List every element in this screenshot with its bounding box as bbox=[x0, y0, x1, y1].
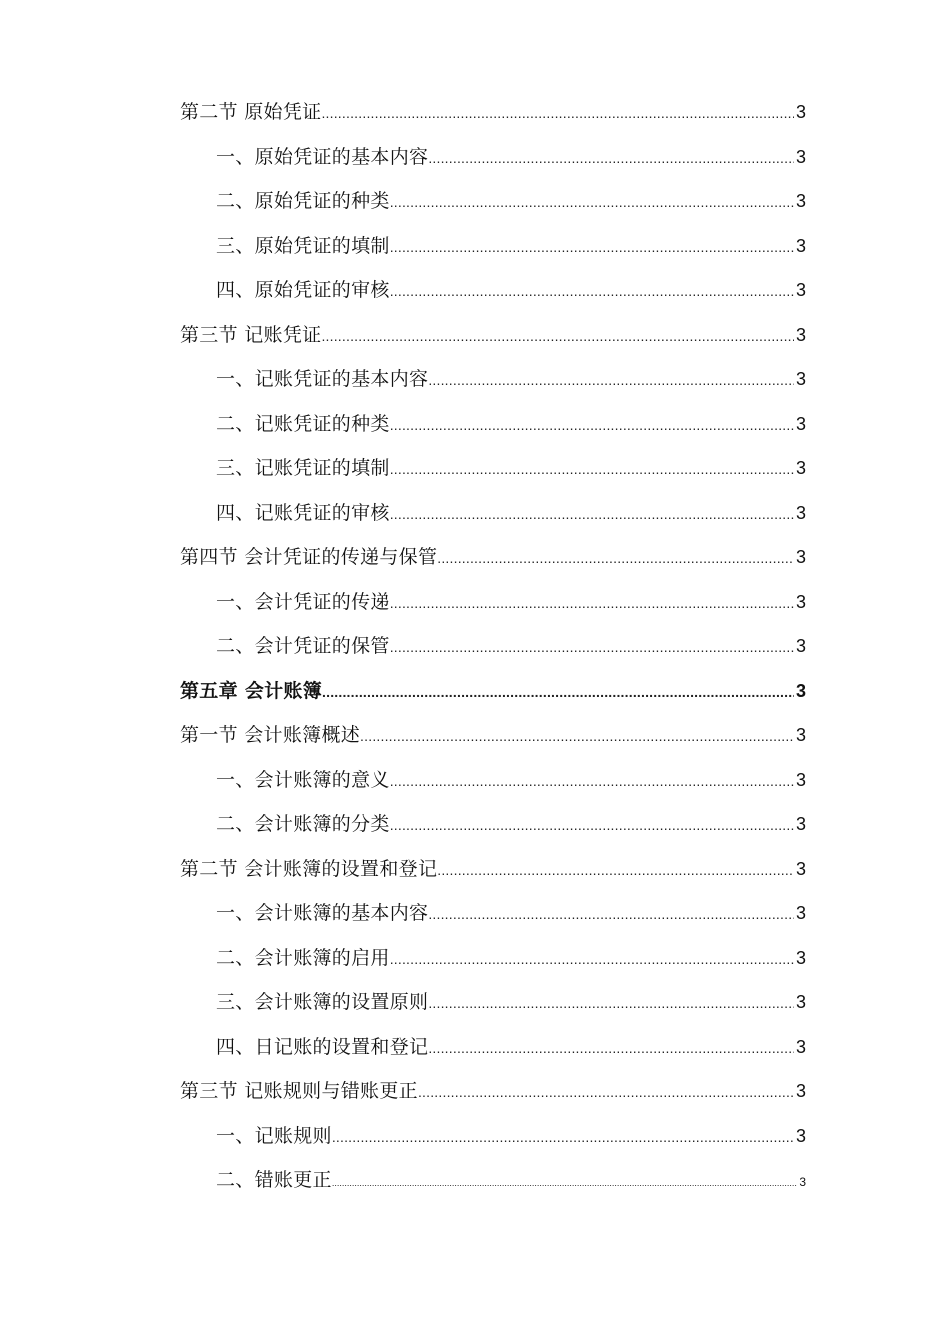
toc-subsection-entry[interactable] bbox=[180, 891, 806, 936]
toc-dot-leader bbox=[390, 269, 794, 314]
toc-dot-leader bbox=[390, 180, 794, 225]
toc-dot-leader bbox=[437, 848, 794, 893]
toc-page-number: 3 bbox=[795, 903, 806, 923]
toc-entry-label: 三、记账凭证的填制 bbox=[216, 457, 390, 479]
toc-page-number: 3 bbox=[795, 502, 806, 523]
toc-entry-label: 二、会计账簿的分类 bbox=[216, 813, 390, 835]
toc-entry-label: 第一节 会计账簿概述 bbox=[180, 724, 361, 746]
toc-dot-leader bbox=[428, 358, 794, 403]
toc-entry-label: 二、错账更正 bbox=[216, 1169, 332, 1191]
toc-subsection-entry[interactable] bbox=[180, 802, 806, 847]
toc-subsection-entry[interactable] bbox=[180, 268, 806, 313]
toc-chapter-entry[interactable] bbox=[180, 669, 806, 714]
toc-page-number: 3 bbox=[795, 1081, 806, 1101]
toc-dot-leader bbox=[428, 981, 794, 1026]
toc-subsection-entry[interactable] bbox=[180, 1114, 806, 1159]
toc-entry-label: 四、记账凭证的审核 bbox=[216, 501, 390, 524]
toc-page-number: 3 bbox=[795, 280, 806, 300]
table-of-contents bbox=[180, 90, 806, 1203]
toc-dot-leader bbox=[428, 892, 794, 937]
toc-section-entry[interactable] bbox=[180, 847, 806, 892]
toc-entry-label: 一、会计账簿的意义 bbox=[216, 768, 390, 791]
toc-page-number: 3 bbox=[795, 547, 806, 567]
toc-entry-label: 二、原始凭证的种类 bbox=[216, 190, 390, 212]
toc-dot-leader bbox=[390, 803, 794, 848]
toc-dot-leader bbox=[390, 581, 794, 626]
toc-dot-leader bbox=[418, 1070, 794, 1115]
toc-entry-label: 第四节 会计凭证的传递与保管 bbox=[180, 546, 438, 568]
toc-page-number: 3 bbox=[795, 324, 806, 345]
toc-entry-label: 第三节 记账凭证 bbox=[180, 323, 322, 346]
toc-entry-label: 一、会计账簿的基本内容 bbox=[216, 902, 429, 924]
toc-page-number: 3 bbox=[795, 591, 806, 612]
toc-section-entry[interactable] bbox=[180, 313, 806, 358]
toc-subsection-entry[interactable] bbox=[180, 758, 806, 803]
toc-dot-leader bbox=[390, 492, 794, 537]
toc-subsection-entry[interactable] bbox=[180, 135, 806, 180]
toc-dot-leader bbox=[428, 136, 794, 181]
toc-page-number: 3 bbox=[795, 458, 806, 478]
toc-section-entry[interactable] bbox=[180, 535, 806, 580]
toc-subsection-entry[interactable] bbox=[180, 224, 806, 269]
toc-page-number: 3 bbox=[795, 725, 806, 745]
toc-entry-label: 一、会计凭证的传递 bbox=[216, 590, 390, 613]
toc-subsection-entry[interactable] bbox=[180, 357, 806, 402]
toc-page-number: 3 bbox=[795, 680, 806, 701]
toc-entry-label: 三、原始凭证的填制 bbox=[216, 234, 390, 257]
toc-dot-leader bbox=[390, 937, 794, 982]
toc-entry-label: 一、记账凭证的基本内容 bbox=[216, 368, 429, 390]
toc-page-number: 3 bbox=[795, 992, 806, 1012]
toc-entry-label: 第二节 原始凭证 bbox=[180, 101, 322, 123]
toc-entry-label: 二、会计账簿的启用 bbox=[216, 946, 390, 969]
toc-entry-label: 一、原始凭证的基本内容 bbox=[216, 145, 429, 168]
toc-page-number: 3 bbox=[795, 191, 806, 211]
toc-dot-leader bbox=[437, 536, 794, 581]
toc-page-number: 3 bbox=[795, 947, 806, 968]
toc-section-entry[interactable] bbox=[180, 90, 806, 135]
toc-dot-leader bbox=[428, 1026, 794, 1071]
toc-page-number: 3 bbox=[795, 235, 806, 256]
toc-dot-leader bbox=[332, 1161, 798, 1206]
toc-entry-label: 第五章 会计账簿 bbox=[180, 679, 323, 702]
toc-page-number: 3 bbox=[795, 413, 806, 434]
toc-subsection-entry[interactable] bbox=[180, 1158, 806, 1203]
toc-page-number: 3 bbox=[795, 769, 806, 790]
toc-page-number: 3 bbox=[795, 858, 806, 879]
toc-entry-label: 一、记账规则 bbox=[216, 1124, 332, 1147]
toc-subsection-entry[interactable] bbox=[180, 179, 806, 224]
toc-subsection-entry[interactable] bbox=[180, 491, 806, 536]
toc-entry-label: 二、记账凭证的种类 bbox=[216, 412, 390, 435]
toc-dot-leader bbox=[321, 314, 794, 359]
toc-entry-label: 三、会计账簿的设置原则 bbox=[216, 991, 429, 1013]
toc-subsection-entry[interactable] bbox=[180, 624, 806, 669]
toc-page-number: 3 bbox=[795, 1036, 806, 1057]
toc-section-entry[interactable] bbox=[180, 1069, 806, 1114]
toc-dot-leader bbox=[390, 447, 794, 492]
toc-subsection-entry[interactable] bbox=[180, 402, 806, 447]
toc-dot-leader bbox=[390, 225, 794, 270]
toc-page-number: 3 bbox=[795, 814, 806, 834]
toc-page-number: 3 bbox=[799, 1175, 806, 1189]
toc-entry-label: 四、原始凭证的审核 bbox=[216, 279, 390, 301]
toc-dot-leader bbox=[390, 759, 794, 804]
toc-subsection-entry[interactable] bbox=[180, 936, 806, 981]
toc-page-number: 3 bbox=[795, 102, 806, 122]
toc-subsection-entry[interactable] bbox=[180, 446, 806, 491]
toc-subsection-entry[interactable] bbox=[180, 580, 806, 625]
toc-dot-leader bbox=[360, 714, 794, 759]
toc-dot-leader bbox=[390, 403, 794, 448]
toc-entry-label: 第二节 会计账簿的设置和登记 bbox=[180, 857, 438, 880]
toc-page-number: 3 bbox=[795, 636, 806, 656]
toc-page-number: 3 bbox=[795, 369, 806, 389]
toc-entry-label: 四、日记账的设置和登记 bbox=[216, 1035, 429, 1058]
toc-dot-leader bbox=[332, 1115, 794, 1160]
toc-dot-leader bbox=[322, 670, 794, 715]
toc-page-number: 3 bbox=[795, 146, 806, 167]
toc-entry-label: 二、会计凭证的保管 bbox=[216, 635, 390, 657]
toc-entry-label: 第三节 记账规则与错账更正 bbox=[180, 1080, 418, 1102]
toc-section-entry[interactable] bbox=[180, 713, 806, 758]
toc-dot-leader bbox=[390, 625, 794, 670]
toc-dot-leader bbox=[321, 91, 794, 136]
toc-subsection-entry[interactable] bbox=[180, 980, 806, 1025]
toc-page-number: 3 bbox=[795, 1125, 806, 1146]
toc-subsection-entry[interactable] bbox=[180, 1025, 806, 1070]
